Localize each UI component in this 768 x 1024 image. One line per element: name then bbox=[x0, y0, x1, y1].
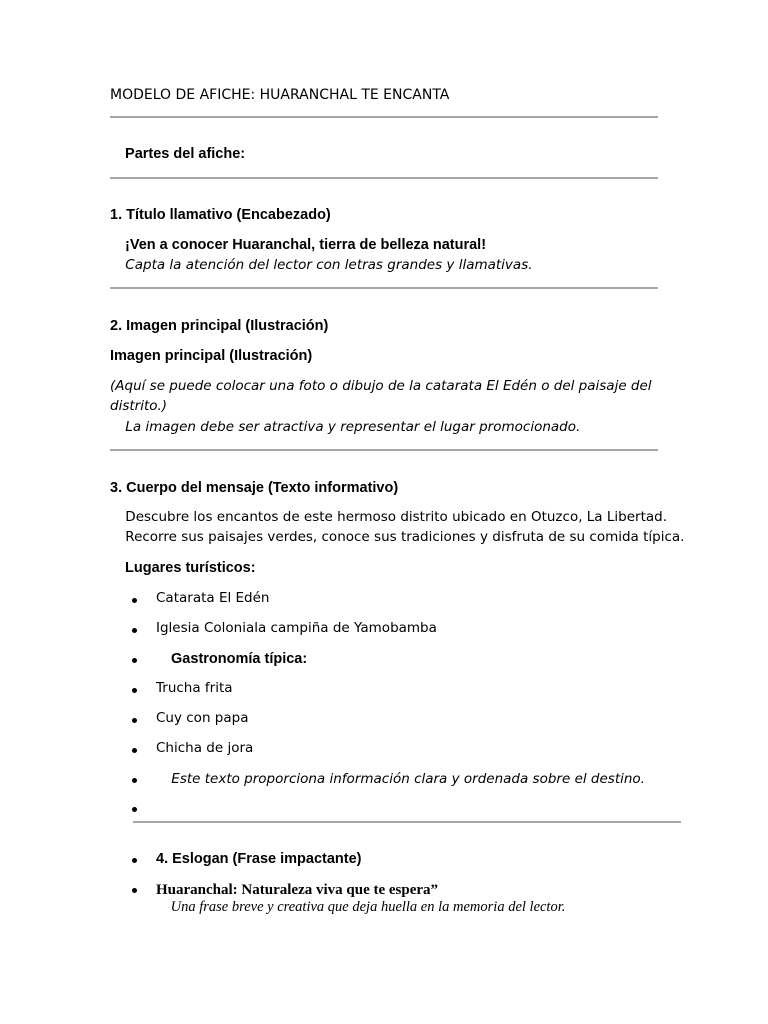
section-3-heading: 3. Cuerpo del mensaje (Texto informativo) bbox=[110, 480, 399, 496]
section-4-note bbox=[156, 900, 565, 915]
image-placeholder-line-2: distrito.) bbox=[110, 398, 168, 414]
parts-heading bbox=[110, 147, 245, 162]
food-heading-text: Gastronomía típica: bbox=[171, 651, 308, 667]
list-item: Chicha de jora bbox=[156, 740, 254, 756]
document-title: MODELO DE AFICHE: HUARANCHAL TE ENCANTA bbox=[110, 87, 450, 103]
divider bbox=[110, 116, 658, 118]
divider bbox=[133, 821, 681, 823]
body-line-2 bbox=[110, 531, 684, 545]
parts-heading-text: Partes del afiche: bbox=[125, 146, 246, 162]
bullet-icon bbox=[132, 688, 137, 693]
divider bbox=[110, 287, 658, 289]
note-text: Una frase breve y creativa que deja huella en la memoria del lector. bbox=[170, 899, 566, 915]
body-line-1 bbox=[110, 511, 667, 525]
note-text: La imagen debe ser atractiva y representar el lugar promocionado. bbox=[125, 419, 581, 435]
divider bbox=[110, 449, 658, 451]
section-3-note bbox=[156, 773, 645, 787]
section-2-note bbox=[110, 421, 580, 435]
places-heading bbox=[110, 561, 256, 576]
bullet-icon bbox=[132, 718, 137, 723]
bullet-icon bbox=[132, 888, 137, 893]
bullet-icon bbox=[132, 658, 137, 663]
bullet-icon bbox=[132, 598, 137, 603]
divider bbox=[110, 177, 658, 179]
section-1-headline bbox=[110, 238, 486, 253]
body-text: Recorre sus paisajes verdes, conoce sus tradiciones y disfruta de su comida típica. bbox=[125, 529, 685, 545]
list-item: Iglesia Coloniala campiña de Yamobamba bbox=[156, 620, 437, 636]
slogan: Huaranchal: Naturaleza viva que te espera” bbox=[156, 882, 439, 898]
body-text: Descubre los encantos de este hermoso distrito ubicado en Otuzco, La Libertad. bbox=[125, 509, 667, 525]
bullet-icon bbox=[132, 807, 137, 812]
image-placeholder-line-1: (Aquí se puede colocar una foto o dibujo de la catarata El Edén o del paisaje del bbox=[110, 378, 652, 394]
list-item: Catarata El Edén bbox=[156, 590, 270, 606]
section-2-subheading: Imagen principal (Ilustración) bbox=[110, 348, 313, 364]
list-item: Cuy con papa bbox=[156, 710, 249, 726]
section-4-heading: 4. Eslogan (Frase impactante) bbox=[156, 851, 362, 867]
section-2-heading: 2. Imagen principal (Ilustración) bbox=[110, 318, 329, 334]
headline-text: ¡Ven a conocer Huaranchal, tierra de belleza natural! bbox=[125, 237, 487, 253]
list-item: Trucha frita bbox=[156, 680, 233, 696]
food-heading bbox=[156, 652, 307, 667]
section-1-heading: 1. Título llamativo (Encabezado) bbox=[110, 207, 331, 223]
note-text: Este texto proporciona información clara y ordenada sobre el destino. bbox=[171, 771, 645, 787]
note-text: Capta la atención del lector con letras grandes y llamativas. bbox=[125, 257, 533, 273]
places-heading-text: Lugares turísticos: bbox=[125, 560, 256, 576]
bullet-icon bbox=[132, 628, 137, 633]
bullet-icon bbox=[132, 748, 137, 753]
bullet-icon bbox=[132, 858, 137, 863]
bullet-icon bbox=[132, 778, 137, 783]
section-1-note bbox=[110, 259, 533, 273]
